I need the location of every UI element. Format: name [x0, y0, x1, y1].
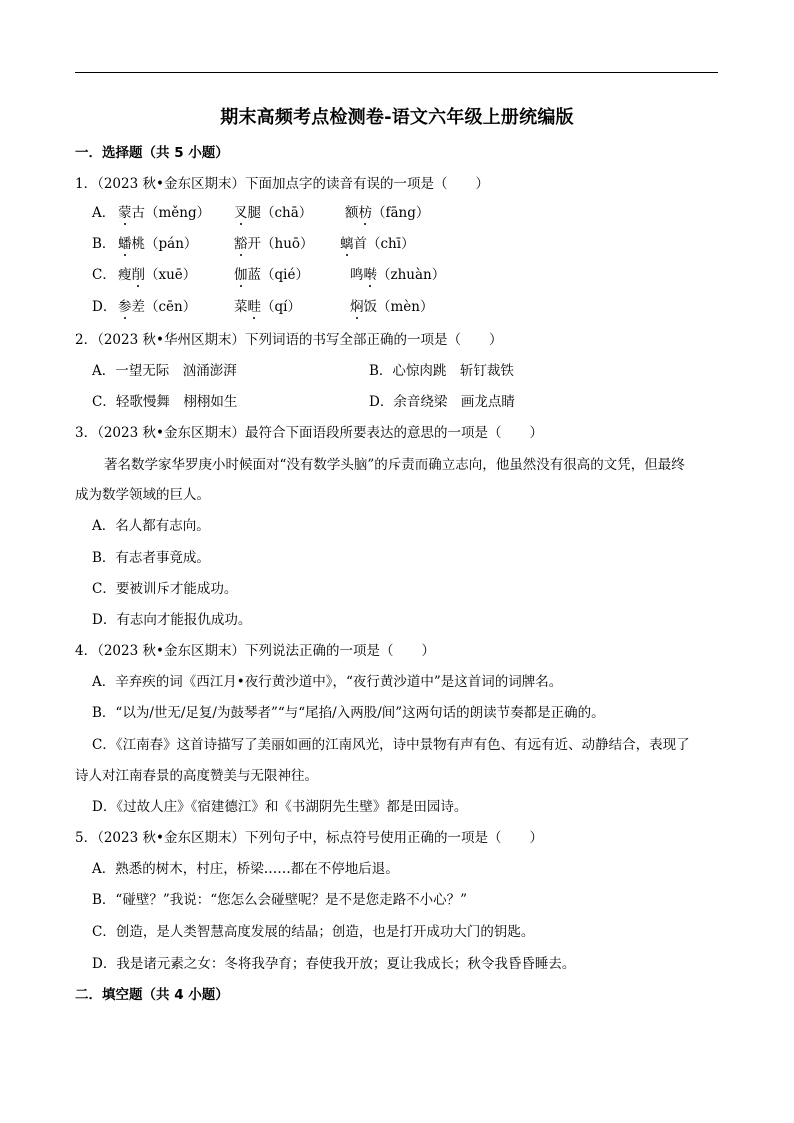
q1-b-item-2: 豁开（huō）: [234, 236, 314, 252]
q3-option-b: B．有志者事竟成。: [92, 550, 210, 566]
answer-paren-close: ）: [488, 332, 503, 348]
q2-option-d: D．余音绕梁 画龙点睛: [369, 394, 515, 410]
q1-d-item-2: 菜畦（qí）: [234, 299, 301, 315]
q4-option-d: D．《过故人庄》《宿建德江》和《书湖阴先生壁》都是田园诗。: [92, 799, 468, 815]
q1-d-item-3: 焖饭（mèn）: [350, 299, 434, 315]
q5-option-d: D．我是诸元素之女：冬将我孕育；春使我开放；夏让我成长；秋令我昏昏睡去。: [92, 956, 576, 972]
question-stem-text: 1．（2023 秋•金东区期末）下面加点字的读音有误的一项是（: [75, 176, 448, 192]
q2-option-a: A．一望无际 汹涌澎湃: [92, 363, 237, 379]
q3-passage-line-2: 成为数学领域的巨人。: [75, 487, 210, 503]
answer-paren-close: ）: [421, 643, 435, 659]
q1-option-row-c: [92, 266, 446, 284]
q1-a-item-3: 额枋（fāng）: [345, 205, 430, 221]
q3-option-c: C．要被训斥才能成功。: [92, 581, 238, 597]
q4-option-c-line-2: 诗人对江南春景的高度赞美与无限神往。: [75, 768, 318, 784]
question-2-stem: [75, 331, 502, 349]
question-3-stem: [75, 424, 543, 442]
question-stem-text: 2．（2023 秋•华州区期末）下列词语的书写全部正确的一项是（: [75, 332, 461, 348]
q3-option-a: A．名人都有志向。: [92, 518, 210, 534]
section-heading-choice: 一．选择题（共 5 小题）: [75, 145, 229, 161]
question-4-stem: [75, 642, 435, 660]
question-1-stem: [75, 175, 489, 193]
q1-c-item-2: 伽蓝（qié）: [234, 267, 309, 283]
q2-option-b: B．心惊肉跳 斩钉裁铁: [369, 363, 514, 379]
question-stem-text: 3．（2023 秋•金东区期末）最符合下面语段所要表达的意思的一项是（: [75, 425, 502, 441]
q5-option-b: B．“碰壁？”我说：“您怎么会碰壁呢？是不是您走路不小心？”: [92, 892, 468, 908]
q1-a-item-2: 叉腿（chā）: [234, 205, 313, 221]
q1-d-item-1: 参差（cēn）: [118, 299, 197, 315]
answer-paren-close: ）: [529, 830, 543, 846]
q1-a-item-1: 蒙古（měng）: [118, 205, 211, 221]
q4-option-b: B．“以为/世无/足复/为鼓琴者”“与“尾掐/入两股/间”这两句话的朗读节奏都是正确的。: [92, 705, 605, 721]
page-title: 期末高频考点检测卷-语文六年级上册统编版: [220, 107, 574, 128]
header-rule: [75, 72, 718, 73]
q5-option-c: C．创造，是人类智慧高度发展的结晶；创造，也是打开成功大门的钥匙。: [92, 924, 535, 940]
option-label: C．: [92, 267, 116, 283]
answer-paren-close: ）: [529, 425, 543, 441]
q1-b-item-3: 螭首（chī）: [340, 236, 415, 252]
q1-option-row-d: [92, 298, 434, 316]
option-label: B．: [92, 236, 116, 252]
q1-b-item-1: 蟠桃（pán）: [118, 236, 198, 252]
q1-c-item-1: 瘦削（xuē）: [118, 267, 197, 283]
q1-c-item-3: 鸣啭（zhuàn）: [350, 267, 446, 283]
q5-option-a: A．熟悉的树木，村庄，桥梁……都在不停地后退。: [92, 861, 399, 877]
option-label: D．: [92, 299, 117, 315]
q1-option-row-a: [92, 204, 430, 222]
question-stem-text: 4．（2023 秋•金东区期末）下列说法正确的一项是（: [75, 643, 394, 659]
question-5-stem: [75, 829, 543, 847]
section-heading-fill-blank: 二．填空题（共 4 小题）: [75, 987, 229, 1003]
q3-option-d: D．有志向才能报仇成功。: [92, 612, 252, 628]
q4-option-c-line-1: C．《江南春》这首诗描写了美丽如画的江南风光，诗中景物有声有色、有远有近、动静结合，表现了: [92, 737, 690, 753]
q2-option-c: C．轻歌慢舞 栩栩如生: [92, 394, 238, 410]
q1-option-row-b: [92, 235, 415, 253]
q4-option-a: A．辛弃疾的词《西江月•夜行黄沙道中》，“夜行黄沙道中”是这首词的词牌名。: [92, 674, 563, 690]
option-label: A．: [92, 205, 116, 221]
question-stem-text: 5．（2023 秋•金东区期末）下列句子中，标点符号使用正确的一项是（: [75, 830, 502, 846]
q3-passage-line-1: 著名数学家华罗庚小时候面对“没有数学头脑”的斥责而确立志向，他虽然没有很高的文凭，但最终: [104, 457, 685, 473]
answer-paren-close: ）: [475, 176, 489, 192]
